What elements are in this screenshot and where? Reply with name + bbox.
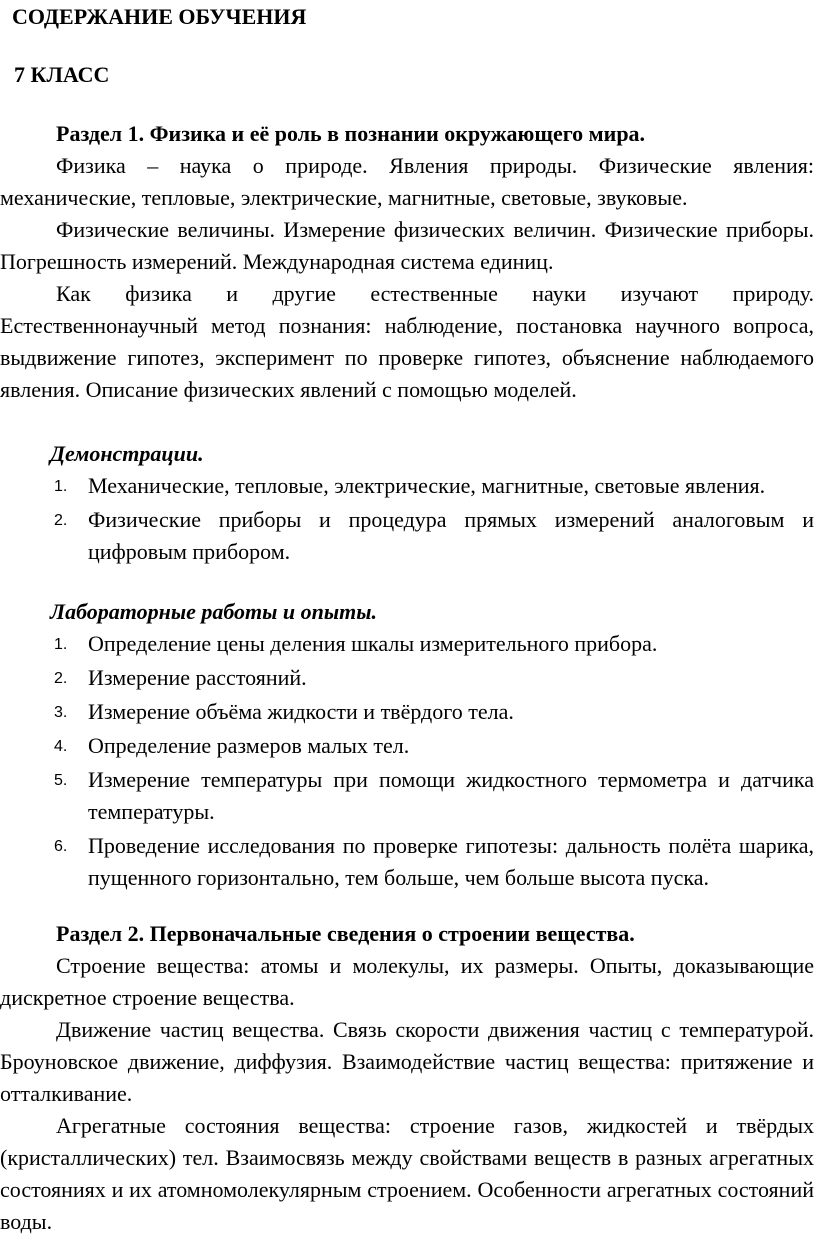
list-item-number: 4. <box>54 738 68 755</box>
labs-title: Лабораторные работы и опыты. <box>50 599 378 624</box>
list-item-text: Физические приборы и процедура прямых измерений аналоговым и цифровым прибором. <box>88 507 814 564</box>
section-1-paragraph-3: Как физика и другие естественные науки изучают природу. Естественнонаучный метод познания: наблюдение, постановка научного вопроса, выдвижение гипотез, эксперимент по проверке гипотез, объяснение наблюдаемого явления. Описание физических явлений с помощью моделей. <box>0 281 814 402</box>
list-item-text: Измерение температуры при помощи жидкостного термометра и датчика температуры. <box>88 767 814 824</box>
list-item-number: 3. <box>54 704 68 721</box>
demos-list <box>0 470 816 570</box>
demos-title: Демонстрации. <box>50 441 204 466</box>
list-item-text: Проведение исследования по проверке гипотезы: дальность полёта шарика, пущенного горизонтально, тем больше, чем больше высота пуска. <box>88 833 814 890</box>
list-item-text: Механические, тепловые, электрические, магнитные, световые явления. <box>88 473 766 498</box>
list-item-text: Определение размеров малых тел. <box>88 733 410 758</box>
section-2-title: Раздел 2. Первоначальные сведения о строении вещества. <box>56 921 635 946</box>
list-item-text: Измерение расстояний. <box>88 665 307 690</box>
grade-title: 7 КЛАСС <box>14 62 110 87</box>
list-item-number: 5. <box>54 772 68 789</box>
list-item <box>0 830 814 894</box>
list-item <box>0 504 814 568</box>
list-item-number: 1. <box>54 636 68 653</box>
list-item-text: Определение цены деления шкалы измерительного прибора. <box>88 631 658 656</box>
list-item <box>0 628 814 660</box>
section-2-paragraph-3: Агрегатные состояния вещества: строение газов, жидкостей и твёрдых (кристаллических) тел. Взаимосвязь между свойствами веществ в разных агрегатных состояниях и их атомномолекулярным строением. Особенности агрегатных состояний воды. <box>0 1113 814 1234</box>
list-item <box>0 696 814 728</box>
list-item-number: 2. <box>54 512 68 529</box>
list-item <box>0 730 814 762</box>
list-item-text: Измерение объёма жидкости и твёрдого тела. <box>88 699 514 724</box>
list-item-number: 2. <box>54 670 68 687</box>
section-1-title: Раздел 1. Физика и её роль в познании окружающего мира. <box>56 121 646 146</box>
list-item <box>0 764 814 828</box>
labs-list <box>0 628 816 896</box>
section-1-paragraph-1: Физика – наука о природе. Явления природы. Физические явления: механические, тепловые, электрические, магнитные, световые, звуковые. <box>0 153 814 210</box>
section-1-paragraph-2: Физические величины. Измерение физических величин. Физические приборы. Погрешность измерений. Международная система единиц. <box>0 217 814 274</box>
list-item <box>0 662 814 694</box>
list-item-number: 1. <box>54 478 68 495</box>
section-2-paragraph-1: Строение вещества: атомы и молекулы, их размеры. Опыты, доказывающие дискретное строение вещества. <box>0 953 814 1010</box>
content-title: СОДЕРЖАНИЕ ОБУЧЕНИЯ <box>12 4 307 29</box>
section-2-paragraph-2: Движение частиц вещества. Связь скорости движения частиц с температурой. Броуновское движение, диффузия. Взаимодействие частиц вещества: притяжение и отталкивание. <box>0 1017 814 1106</box>
list-item-number: 6. <box>54 838 68 855</box>
list-item <box>0 470 814 502</box>
